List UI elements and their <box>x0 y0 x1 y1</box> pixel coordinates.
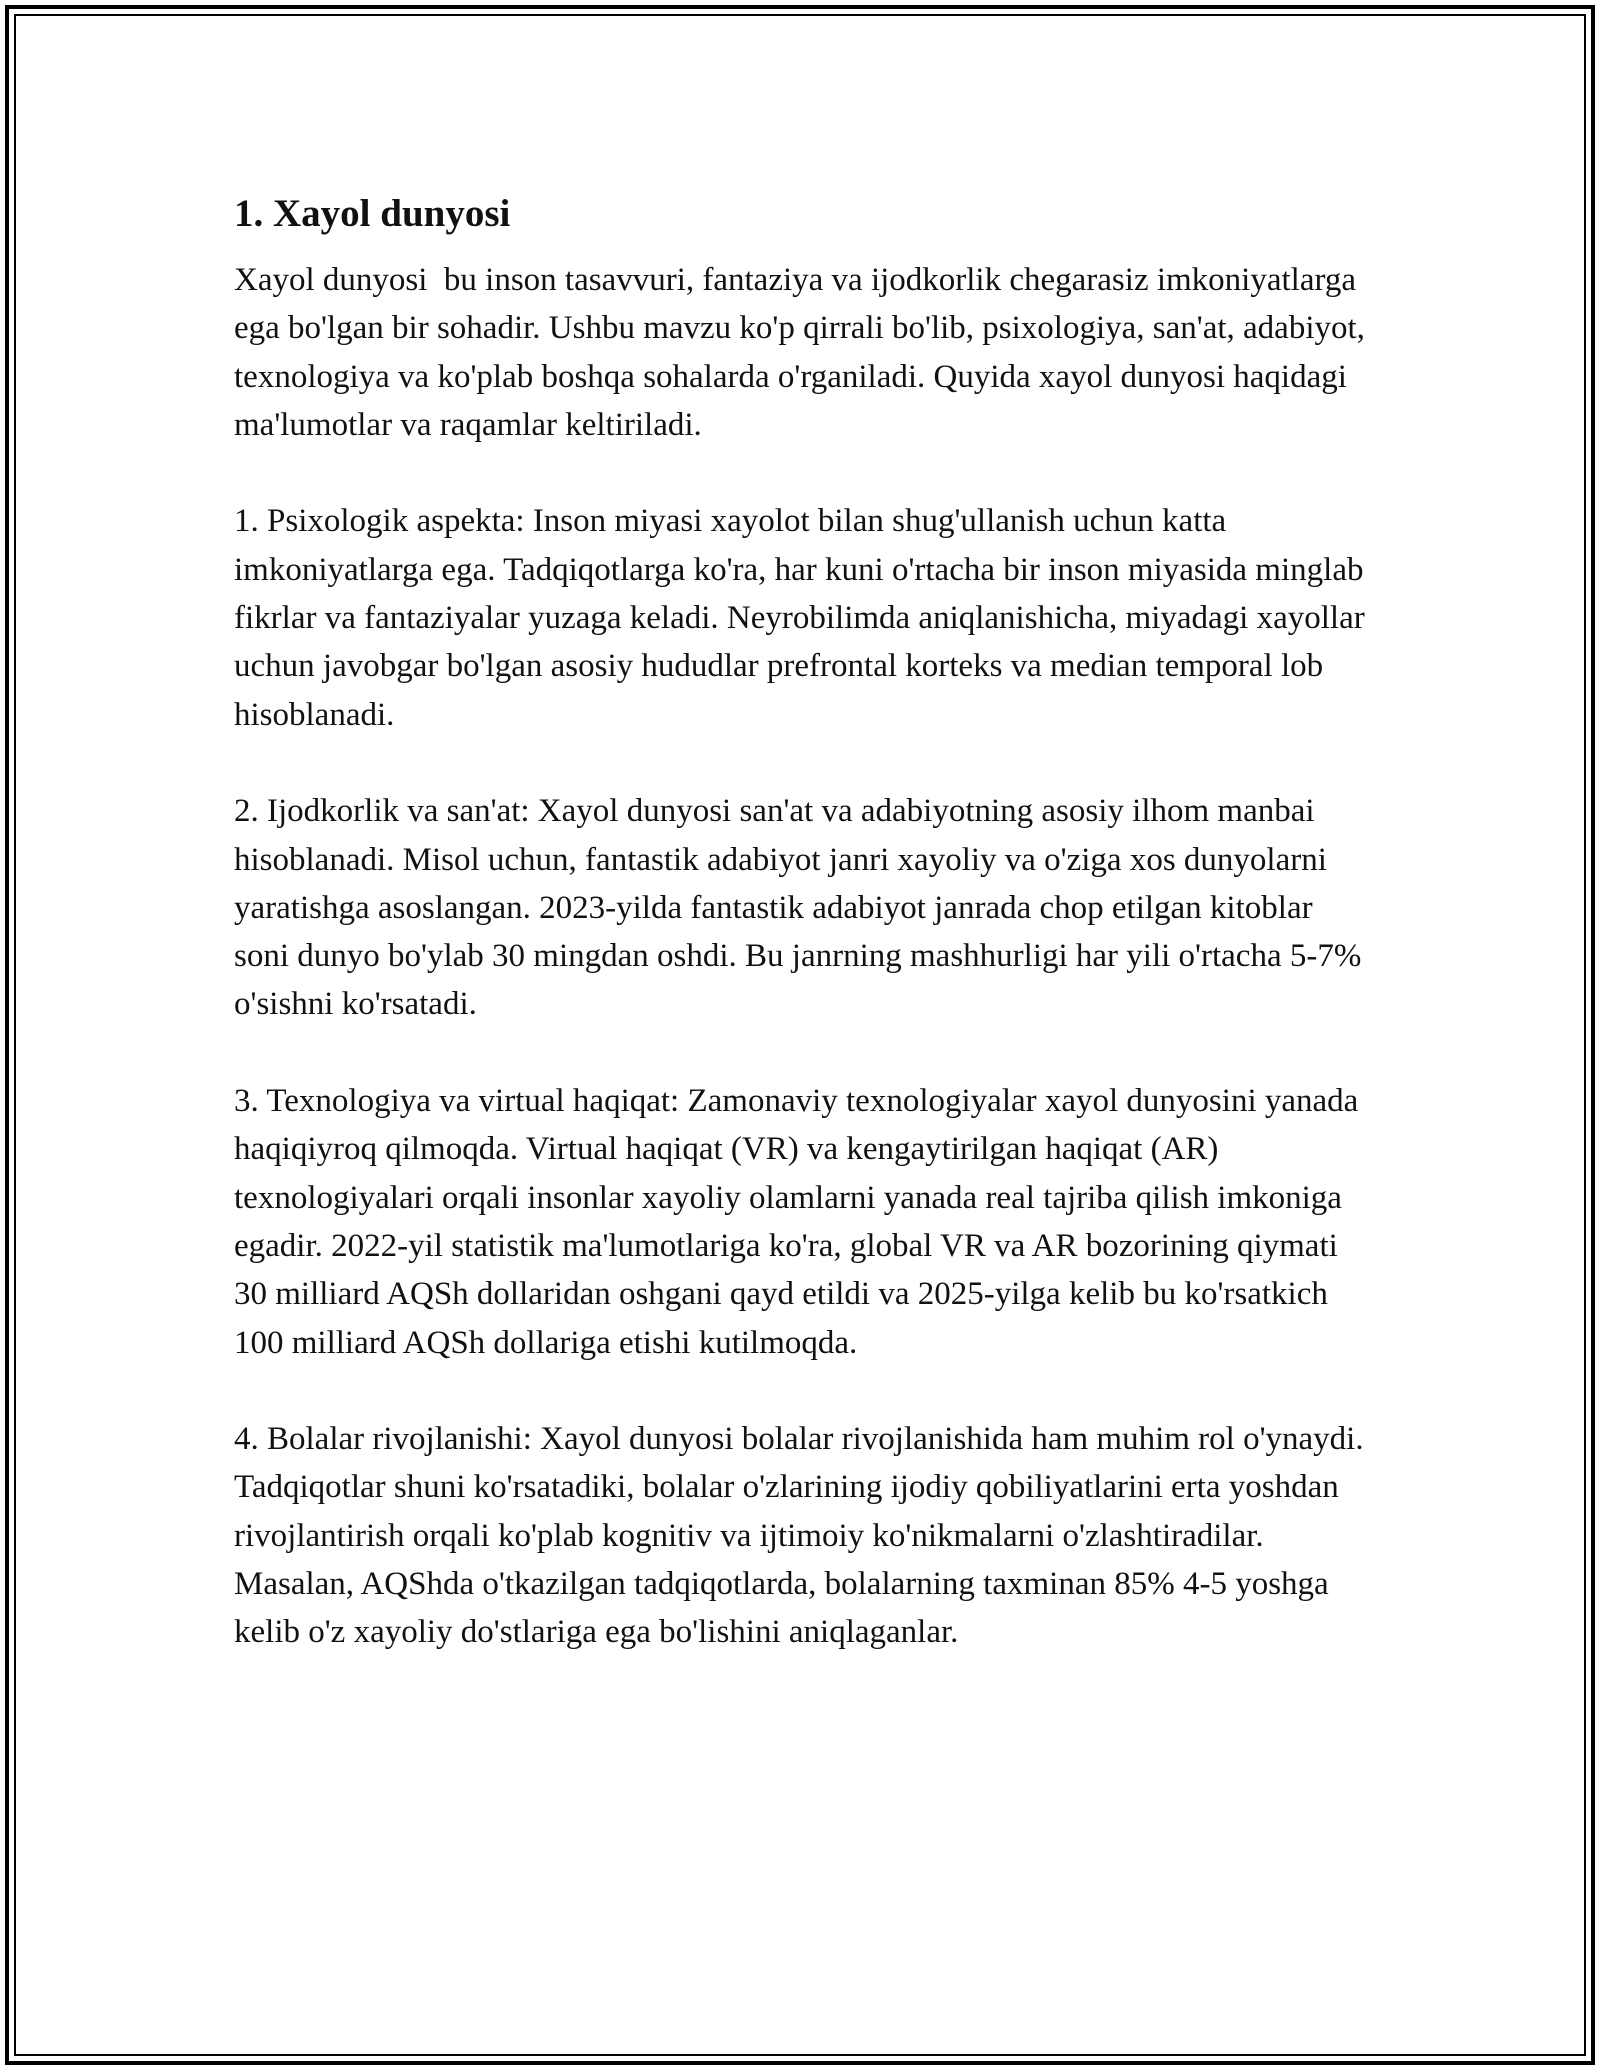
psychology-paragraph: 1. Psixologik aspekta: Inson miyasi xayolot bilan shug'ullanish uchun katta imkoniyatlarga ega. Tadqiqotlarga ko'ra, har kuni o'rtacha bir inson miyasida minglab fikrlar va fantaziyalar yuzaga keladi. Neyrobilimda aniqlanishicha, miyadagi xayollar uchun javobgar bo'lgan asosiy hududlar prefrontal korteks va median temporal lob hisoblanadi. <box>234 503 1373 733</box>
creativity-art-paragraph: 2. Ijodkorlik va san'at: Xayol dunyosi san'at va adabiyotning asosiy ilhom manbai hisoblanadi. Misol uchun, fantastik adabiyot janri xayoliy va o'ziga xos dunyolarni yaratishga asoslangan. 2023-yilda fantastik adabiyot janrada chop etilgan kitoblar soni dunyo bo'ylab 30 mingdan oshdi. Bu janrning mashhurligi har yili o'rtacha 5-7% o'sishni ko'rsatadi. <box>234 793 1370 1023</box>
section-title: 1. Xayol dunyosi <box>234 192 511 235</box>
child-development-paragraph: 4. Bolalar rivojlanishi: Xayol dunyosi bolalar rivojlanishida ham muhim rol o'ynaydi. Tadqiqotlar shuni ko'rsatadiki, bolalar o'zlarining ijodiy qobiliyatlarini erta yoshdan rivojlantirish orqali ko'plab kognitiv va ijtimoiy ko'nikmalarni o'zlashtiradilar. Masalan, AQShda o'tkazilgan tadqiqotlarda, bolalarning taxminan 85% 4-5 yoshga kelib o'z xayoliy do'stlariga ega bo'lishini aniqlaganlar. <box>234 1421 1372 1651</box>
intro-paragraph: Xayol dunyosi bu inson tasavvuri, fantaziya va ijodkorlik chegarasiz imkoniyatlarga ega bo'lgan bir sohadir. Ushbu mavzu ko'p qirrali bo'lib, psixologiya, san'at, adabiyot, texnologiya va ko'plab boshqa sohalarda o'rganiladi. Quyida xayol dunyosi haqidagi ma'lumotlar va raqamlar keltiriladi. <box>234 262 1374 443</box>
technology-vr-paragraph: 3. Texnologiya va virtual haqiqat: Zamonaviy texnologiyalar xayol dunyosini yanada haqiqiyroq qilmoqda. Virtual haqiqat (VR) va kengaytirilgan haqiqat (AR) texnologiyalari orqali insonlar xayoliy olamlarni yanada real tajriba qilish imkoniga egadir. 2022-yil statistik ma'lumotlariga ko'ra, global VR va AR bozorining qiymati 30 milliard AQSh dollaridan oshgani qayd etildi va 2025-yilga kelib bu ko'rsatkich 100 milliard AQSh dollariga etishi kutilmoqda. <box>234 1083 1367 1361</box>
document-body <box>234 186 1374 1657</box>
